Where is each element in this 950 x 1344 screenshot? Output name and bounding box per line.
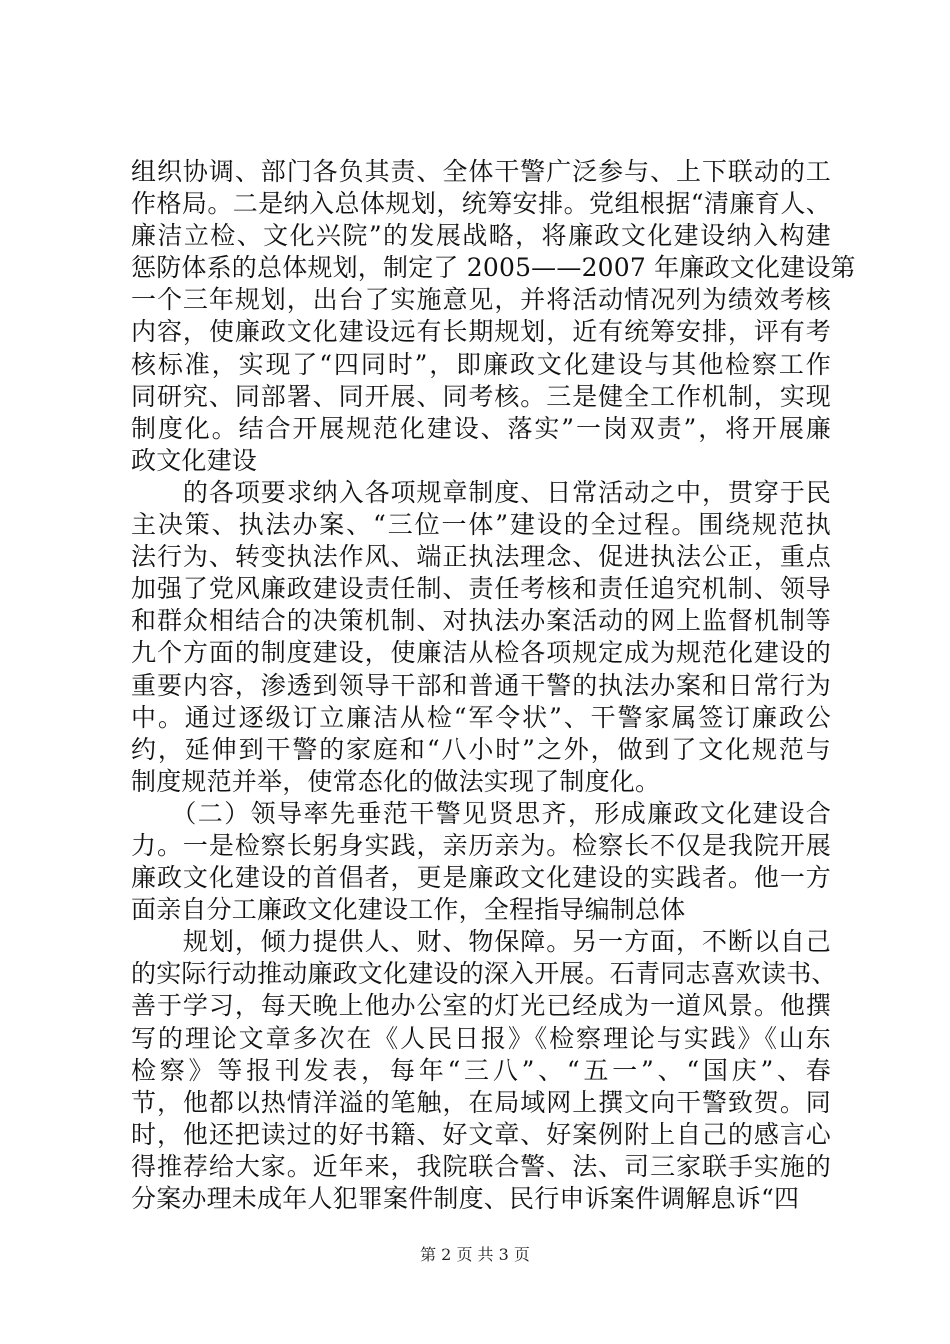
text-line: 面亲自分工廉政文化建设工作，全程指导编制总体 (131, 895, 686, 925)
paragraph (131, 477, 831, 798)
paragraph (131, 156, 856, 477)
text-line: 内容，使廉政文化建设远有长期规划，近有统筹安排，评有考 (131, 317, 831, 347)
text-line: 规划，倾力提供人、财、物保障。另一方面，不断以自己 (131, 927, 831, 957)
text-line: 九个方面的制度建设，使廉洁从检各项规定成为规范化建设的 (131, 638, 831, 668)
text-line: 中。通过逐级订立廉洁从检“军令状”、干警家属签订廉政公 (131, 702, 831, 732)
text-line: 和群众相结合的决策机制、对执法办案活动的网上监督机制等 (131, 606, 831, 636)
text-line: 的实际行动推动廉政文化建设的深入开展。石青同志喜欢读书、 (131, 959, 837, 989)
text-line: 善于学习，每天晚上他办公室的灯光已经成为一道风景。他撰 (131, 991, 831, 1021)
text-line: 组织协调、部门各负其责、全体干警广泛参与、上下联动的工 (131, 157, 831, 186)
text-line: 节，他都以热情洋溢的笔触，在局域网上撰文向干警致贺。同 (131, 1087, 831, 1117)
text-line: 重要内容，渗透到领导干部和普通干警的执法办案和日常行为 (131, 670, 831, 700)
text-line: 力。一是检察长躬身实践，亲历亲为。检察长不仅是我院开展 (131, 830, 831, 860)
page-footer: 第 2 页 共 3 页 (420, 1245, 530, 1264)
text-line: 同研究、同部署、同开展、同考核。三是健全工作机制，实现 (131, 381, 831, 411)
text-line: 得推荐给大家。近年来，我院联合警、法、司三家联手实施的 (131, 1151, 831, 1181)
text-line: （二）领导率先垂范干警见贤思齐，形成廉政文化建设合 (131, 798, 831, 828)
paragraph (131, 798, 831, 926)
paragraph (131, 926, 837, 1215)
text-line: 廉政文化建设的首倡者，更是廉政文化建设的实践者。他一方 (131, 863, 831, 893)
text-line: 时，他还把读过的好书籍、好文章、好案例附上自己的感言心 (131, 1119, 831, 1149)
text-line: 制度规范并举，使常态化的做法实现了制度化。 (131, 766, 661, 796)
text-line: 主决策、执法办案、“三位一体”建设的全过程。围绕规范执 (131, 510, 831, 540)
text-line: 的各项要求纳入各项规章制度、日常活动之中，贯穿于民 (131, 477, 831, 507)
text-line: 廉洁立检、文化兴院”的发展战略，将廉政文化建设纳入构建 (131, 221, 831, 251)
text-line: 政文化建设 (131, 445, 258, 475)
text-line: 一个三年规划，出台了实施意见，并将活动情况列为绩效考核 (131, 285, 831, 315)
text-line: 核标准，实现了“四同时”，即廉政文化建设与其他检察工作 (131, 349, 831, 379)
text-line: 约，延伸到干警的家庭和“八小时”之外，做到了文化规范与 (131, 734, 831, 764)
text-line: 惩防体系的总体规划，制定了 2005——2007 年廉政文化建设第 (131, 253, 856, 283)
text-line: 加强了党风廉政建设责任制、责任考核和责任追究机制、领导 (131, 574, 831, 604)
text-line: 写的理论文章多次在《人民日报》《检察理论与实践》《山东 (131, 1023, 831, 1053)
text-line: 检察》等报刊发表，每年“三八”、“五一”、“国庆”、春 (131, 1055, 831, 1085)
text-line: 制度化。结合开展规范化建设、落实”一岗双责”，将开展廉 (131, 413, 831, 443)
text-line: 作格局。二是纳入总体规划，统筹安排。党组根据“清廉育人、 (131, 189, 831, 219)
text-line: 法行为、转变执法作风、端正执法理念、促进执法公正，重点 (131, 542, 831, 572)
text-line: 分案办理未成年人犯罪案件制度、民行申诉案件调解息诉“四 (131, 1184, 800, 1213)
document-body (131, 156, 856, 1215)
